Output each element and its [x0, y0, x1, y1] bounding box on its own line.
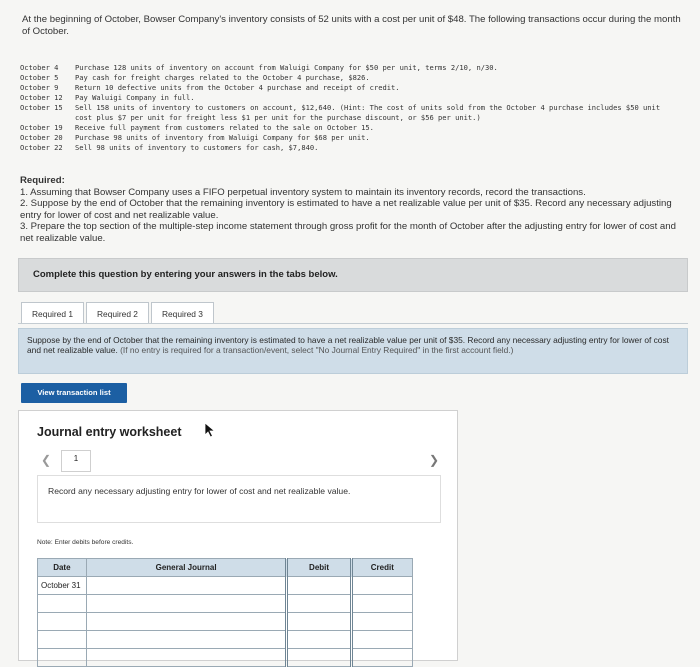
table-row: [38, 595, 413, 613]
required-item-2: 2. Suppose by the end of October that the remaining inventory is estimated to have a net realizable value per unit of $35. Record any necessary adjusting entry for lower of cost and net realizable value.: [20, 198, 672, 221]
transaction-text: Sell 98 units of inventory to customers for cash, $7,840.: [75, 143, 319, 152]
credit-cell[interactable]: [351, 577, 412, 595]
cursor-icon: [204, 422, 216, 438]
transaction-date: October 12: [20, 93, 63, 102]
credit-cell[interactable]: [351, 613, 412, 631]
tab-required-2[interactable]: Required 2: [86, 302, 149, 324]
worksheet-page-number[interactable]: 1: [61, 450, 91, 472]
debit-cell[interactable]: [287, 649, 351, 667]
instruction-main: Suppose by the end of October that the remaining inventory is estimated to have a net realizable value per unit of $35. Record any necessary adjusting entry for lower of cost and net realizable value.: [27, 335, 669, 356]
worksheet-title: Journal entry worksheet: [37, 425, 182, 439]
required-section: [20, 175, 680, 245]
transaction-date: October 22: [20, 143, 63, 152]
column-header-credit: Credit: [351, 559, 412, 577]
date-cell[interactable]: [38, 631, 87, 649]
table-row: [38, 631, 413, 649]
transaction-date: October 19: [20, 123, 63, 132]
tab-required-1[interactable]: Required 1: [21, 302, 84, 324]
credit-cell[interactable]: [351, 631, 412, 649]
transaction-item: [20, 133, 680, 143]
transaction-text: Receive full payment from customers related to the sale on October 15.: [75, 123, 374, 132]
record-instruction: Record any necessary adjusting entry for lower of cost and net realizable value.: [37, 475, 441, 523]
transaction-text: Sell 158 units of inventory to customers on account, $12,640. (Hint: The cost of units sold from the October 4 purchase includes $50 unit cost plus $7 per unit for freight less $1 per unit for the purchase discount, or $56 per unit.): [75, 103, 661, 122]
debit-cell[interactable]: [287, 595, 351, 613]
required-item-1: 1. Assuming that Bowser Company uses a FIFO perpetual inventory system to maintain its inventory records, record the transactions.: [20, 186, 586, 198]
debit-cell[interactable]: [287, 613, 351, 631]
journal-table: [37, 558, 413, 667]
question-instruction: [18, 328, 688, 374]
debit-credit-note: Note: Enter debits before credits.: [37, 539, 134, 546]
intro-text: At the beginning of October, Bowser Company's inventory consists of 52 units with a cost per unit of $48. The following transactions occur during the month of October.: [22, 14, 681, 37]
account-cell[interactable]: [86, 577, 287, 595]
transaction-item: [20, 73, 680, 83]
instruction-note: (If no entry is required for a transaction/event, select "No Journal Entry Required" in the first account field.): [120, 345, 514, 356]
table-row: [38, 577, 413, 595]
transaction-item: [20, 63, 680, 73]
transaction-date: October 5: [20, 73, 59, 82]
transaction-text: Return 10 defective units from the October 4 purchase and receipt of credit.: [75, 83, 400, 92]
transaction-date: October 20: [20, 133, 63, 142]
transaction-date: October 15: [20, 103, 63, 112]
required-title: Required:: [20, 175, 65, 186]
date-cell[interactable]: October 31: [38, 577, 87, 595]
transaction-date: October 4: [20, 63, 59, 72]
transaction-item: [20, 93, 680, 103]
account-cell[interactable]: [86, 613, 287, 631]
transaction-item: [20, 143, 680, 153]
journal-entry-worksheet: [18, 410, 458, 661]
transaction-text: Purchase 128 units of inventory on account from Waluigi Company for $50 per unit, terms 2/10, n/30.: [75, 63, 498, 72]
transaction-text: Purchase 98 units of inventory from Waluigi Company for $68 per unit.: [75, 133, 370, 142]
transaction-text: Pay Waluigi Company in full.: [75, 93, 195, 102]
chevron-right-icon[interactable]: ❯: [429, 453, 440, 467]
tab-bar: [21, 302, 216, 324]
instructions-banner: Complete this question by entering your answers in the tabs below.: [18, 258, 688, 292]
column-header-debit: Debit: [287, 559, 351, 577]
date-cell[interactable]: [38, 613, 87, 631]
account-cell[interactable]: [86, 595, 287, 613]
transaction-item: [20, 83, 680, 93]
date-cell[interactable]: [38, 649, 87, 667]
tab-divider: [18, 323, 688, 324]
table-row: [38, 649, 413, 667]
transaction-item: [20, 123, 680, 133]
chevron-left-icon[interactable]: ❮: [41, 453, 52, 467]
account-cell[interactable]: [86, 649, 287, 667]
view-transaction-list-button[interactable]: View transaction list: [21, 383, 127, 403]
date-cell[interactable]: [38, 595, 87, 613]
credit-cell[interactable]: [351, 595, 412, 613]
column-header-date: Date: [38, 559, 87, 577]
credit-cell[interactable]: [351, 649, 412, 667]
transaction-text: Pay cash for freight charges related to the October 4 purchase, $826.: [75, 73, 370, 82]
debit-cell[interactable]: [287, 577, 351, 595]
tab-required-3[interactable]: Required 3: [151, 302, 214, 324]
debit-cell[interactable]: [287, 631, 351, 649]
column-header-general-journal: General Journal: [86, 559, 287, 577]
transaction-item: [20, 103, 680, 123]
transaction-list: [20, 63, 680, 153]
table-row: [38, 613, 413, 631]
required-item-3: 3. Prepare the top section of the multiple-step income statement through gross profit for the month of October after the adjusting entry for lower of cost and net realizable value.: [20, 221, 676, 244]
account-cell[interactable]: [86, 631, 287, 649]
transaction-date: October 9: [20, 83, 59, 92]
